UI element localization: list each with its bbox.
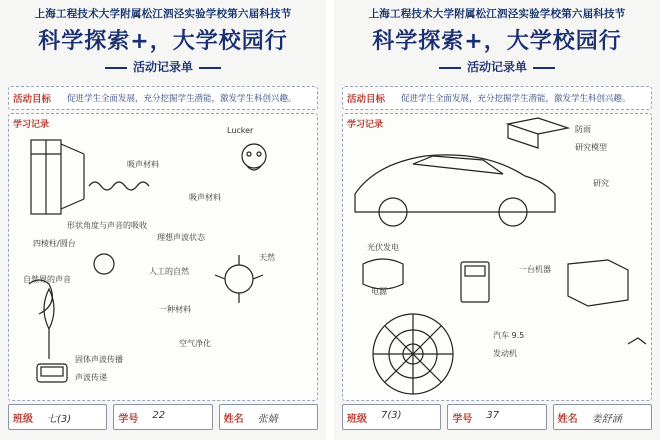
note-12: 天然 — [259, 253, 275, 262]
record-label: 学习记录 — [347, 120, 384, 130]
student-id-value: 22 — [152, 410, 166, 421]
name-label: 姓名 — [223, 414, 244, 425]
note-5: 四棱柱/圆台 — [33, 239, 76, 248]
sketch-car-body — [355, 155, 555, 212]
subtitle — [334, 58, 660, 75]
study-record-box — [342, 113, 652, 401]
student-id-field — [113, 404, 212, 430]
note-6: 一台机器 — [519, 265, 551, 274]
class-value: 七(3) — [47, 414, 72, 425]
sketch-panel — [363, 259, 403, 289]
student-id-label: 学号 — [452, 414, 473, 425]
subtitle — [0, 58, 326, 75]
goal-text: 促进学生全面发展，充分挖掘学生潜能，激发学生科创兴趣。 — [67, 94, 297, 104]
subtitle-text: 活动记录单 — [132, 60, 193, 74]
note-7: 汽车 9.5 — [493, 331, 525, 340]
student-info-row — [8, 404, 318, 430]
note-11: 声波传递 — [75, 373, 107, 382]
name-field — [219, 404, 318, 430]
name-value: 张婧 — [257, 414, 278, 425]
note-10: 固体声波传播 — [75, 355, 123, 364]
class-field — [342, 404, 441, 430]
name-value: 姜舒涵 — [591, 414, 622, 425]
note-7: 人工的自然 — [149, 267, 189, 276]
note-2: 吸声材料 — [127, 160, 159, 169]
note-1: 防雨 — [575, 125, 591, 134]
note-3: 吸声材料 — [189, 193, 221, 202]
student-id-label: 学号 — [118, 414, 139, 425]
note-4: 形状角度与声音的吸收 — [67, 221, 147, 230]
class-label: 班级 — [13, 414, 33, 425]
sketch-face — [242, 144, 266, 168]
note-8: 自然界的声音 — [23, 275, 71, 284]
name-label: 姓名 — [557, 414, 578, 425]
activity-goal-box — [8, 86, 318, 110]
note-6: 理想声波状态 — [157, 233, 205, 242]
goal-label: 活动目标 — [347, 94, 386, 105]
sketch-wave — [89, 182, 149, 190]
activity-goal-box — [342, 86, 652, 110]
note-9: 一种材料 — [159, 305, 191, 314]
sketch-box — [508, 118, 568, 134]
note-8: 发动机 — [493, 349, 517, 358]
goal-text: 促进学生全面发展，充分挖掘学生潜能，激发学生科创兴趣。 — [401, 94, 631, 104]
sketch-character — [94, 254, 114, 274]
goal-label: 活动目标 — [13, 94, 52, 105]
note-1: Lucker — [227, 126, 254, 135]
school-title: 上海工程技术大学附属松江泗泾实验学校第六届科技节 — [368, 8, 626, 20]
note-5: 电源 — [371, 287, 387, 296]
class-field — [8, 404, 107, 430]
note-13: 空气净化 — [179, 339, 211, 348]
name-field — [553, 404, 652, 430]
sketch-flower — [225, 265, 253, 293]
class-value: 7(3) — [381, 410, 402, 421]
school-title: 上海工程技术大学附属松江泗泾实验学校第六届科技节 — [34, 8, 292, 20]
note-4: 光伏发电 — [367, 243, 399, 252]
record-sheet-right — [334, 0, 660, 440]
student-id-value: 37 — [486, 410, 500, 421]
study-record-box — [8, 113, 318, 401]
record-label: 学习记录 — [13, 120, 50, 130]
banner-title: 科学探索+，大学校园行 — [372, 29, 622, 54]
note-2: 研究模型 — [575, 143, 607, 152]
note-3: 研究 — [593, 179, 609, 188]
sketch-printer — [568, 260, 628, 306]
record-sheet-left — [0, 0, 326, 440]
student-info-row — [342, 404, 652, 430]
banner-title: 科学探索+，大学校园行 — [38, 29, 288, 54]
class-label: 班级 — [347, 414, 367, 425]
student-id-field — [447, 404, 546, 430]
subtitle-text: 活动记录单 — [466, 60, 527, 74]
